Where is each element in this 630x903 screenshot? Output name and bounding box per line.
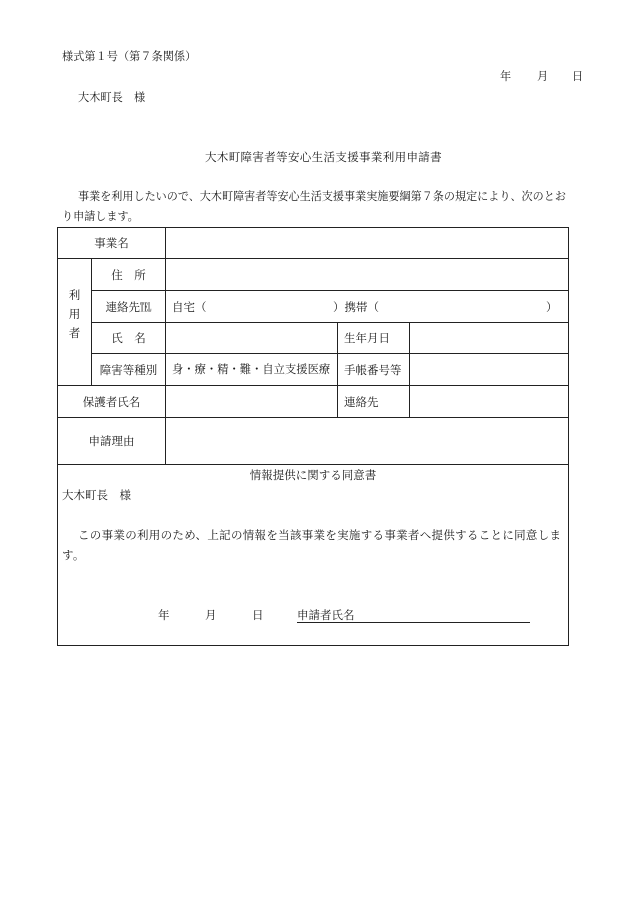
consent-date-month: 月 — [205, 608, 217, 622]
consent-title: 情報提供に関する同意書 — [249, 468, 377, 482]
consent-date-year: 年 — [158, 608, 170, 622]
application-form-table — [57, 227, 569, 646]
header-date-day: 日 — [572, 70, 584, 83]
contact-close: ） — [546, 299, 558, 314]
name-label: 氏 名 — [92, 323, 166, 354]
row-guardian — [58, 386, 569, 418]
address-label: 住 所 — [92, 259, 166, 291]
user-section-label: 利用者 — [68, 288, 81, 340]
consent-date-day: 日 — [252, 608, 264, 622]
consent-box — [58, 465, 568, 645]
handbook-number-label: 手帳番号等 — [338, 354, 410, 386]
row-reason — [58, 418, 569, 465]
contact-label: 連絡先℡ — [92, 291, 166, 323]
disability-type-label: 障害等種別 — [92, 354, 166, 386]
guardian-contact-label: 連絡先 — [338, 386, 410, 418]
guardian-contact-value — [410, 386, 569, 418]
address-value — [166, 259, 569, 291]
handbook-number-value — [410, 354, 569, 386]
contact-mobile-open: ）携帯（ — [333, 299, 379, 314]
reason-label: 申請理由 — [58, 418, 166, 465]
guardian-name-label: 保護者氏名 — [58, 386, 166, 418]
project-name-value — [166, 228, 569, 259]
project-name-label: 事業名 — [58, 228, 166, 259]
row-address — [58, 259, 569, 291]
row-contact — [58, 291, 569, 323]
document-title: 大木町障害者等安心生活支援事業利用申請書 — [205, 150, 442, 164]
header-date-month: 月 — [537, 70, 549, 83]
contact-home-open: 自宅（ — [172, 299, 207, 314]
intro-line-2: り申請します。 — [62, 210, 139, 223]
consent-text-line-1: この事業の利用のため、上記の情報を当該事業を実施する事業者へ提供することに同意しま — [78, 528, 562, 542]
intro-line-1: 事業を利用したいので、大木町障害者等安心生活支援事業実施要綱第７条の規定により、次のとお — [78, 190, 566, 203]
guardian-name-value — [166, 386, 338, 418]
consent-addressee: 大木町長 様 — [62, 488, 131, 502]
row-consent — [58, 465, 569, 646]
row-disability — [58, 354, 569, 386]
row-name — [58, 323, 569, 354]
applicant-name-field — [297, 608, 530, 623]
header-date-year: 年 — [500, 70, 512, 83]
birthdate-label: 生年月日 — [338, 323, 410, 354]
addressee: 大木町長 様 — [78, 91, 146, 104]
disability-type-choices: 身・療・精・難・自立支援医療 — [166, 354, 338, 386]
consent-section — [58, 465, 569, 646]
name-value — [166, 323, 338, 354]
contact-value — [166, 291, 569, 323]
consent-text-line-2: す。 — [62, 548, 85, 562]
form-number: 様式第１号（第７条関係） — [62, 50, 197, 63]
contact-fields — [166, 300, 568, 314]
user-section-cell — [58, 259, 92, 386]
reason-value — [166, 418, 569, 465]
row-project-name — [58, 228, 569, 259]
applicant-name-label: 申請者氏名 — [297, 608, 355, 622]
birthdate-value — [410, 323, 569, 354]
